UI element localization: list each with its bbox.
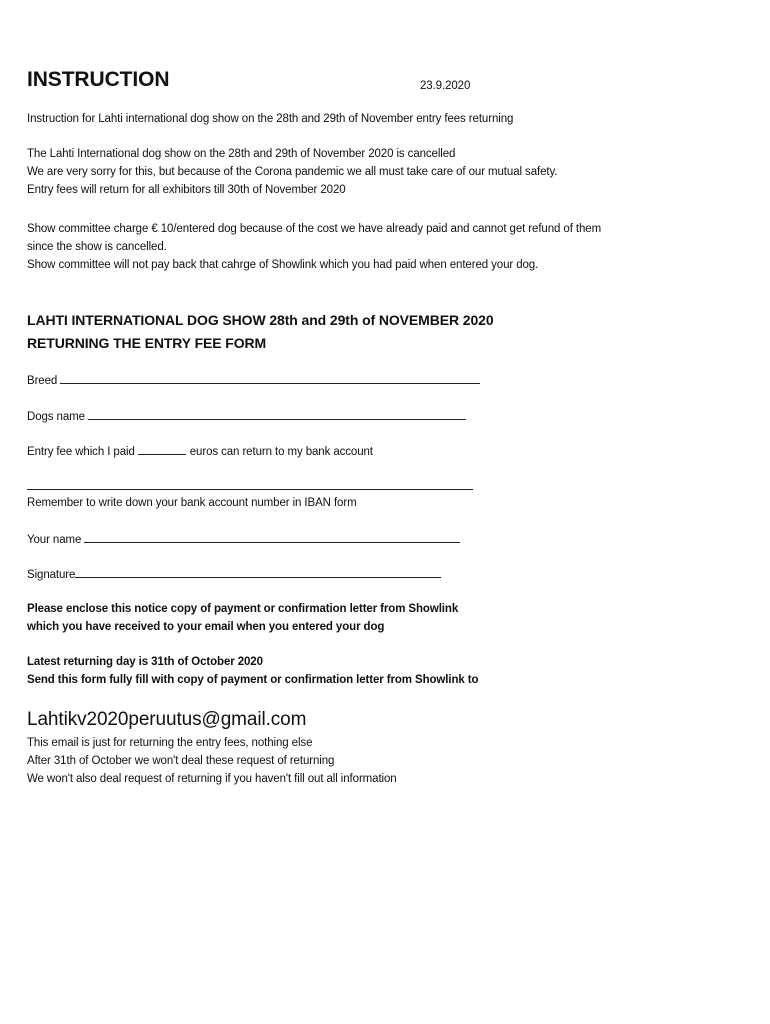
enclose-line: Please enclose this notice copy of payment or confirmation letter from Showlink: [27, 603, 459, 615]
charge-line: Show committee charge € 10/entered dog because of the cost we have already paid and cannot get refund of them: [27, 223, 602, 235]
dogs-name-field[interactable]: [27, 409, 466, 423]
form-subheading: RETURNING THE ENTRY FEE FORM: [27, 335, 267, 351]
contact-email: Lahtikv2020peruutus@gmail.com: [27, 709, 307, 730]
breed-label: Breed: [27, 375, 58, 387]
notice-line: The Lahti International dog show on the 28th and 29th of November 2020 is cancelled: [27, 148, 456, 160]
dogs-name-label: Dogs name: [27, 411, 85, 423]
notice-line: We are very sorry for this, but because of the Corona pandemic we all must take care of our mutual safety.: [27, 166, 558, 178]
signature-label: Signature: [27, 569, 76, 581]
notice-line: Entry fees will return for all exhibitors till 30th of November 2020: [27, 184, 346, 196]
enclose-line: which you have received to your email when you entered your dog: [27, 621, 385, 633]
document-title: INSTRUCTION: [27, 68, 170, 91]
form-heading: LAHTI INTERNATIONAL DOG SHOW 28th and 29th of NOVEMBER 2020: [27, 312, 494, 328]
deadline-line: Send this form fully fill with copy of payment or confirmation letter from Showlink to: [27, 674, 479, 686]
document-date: 23.9.2020: [420, 80, 471, 92]
charge-line: Show committee will not pay back that cahrge of Showlink which you had paid when entered your dog.: [27, 259, 539, 271]
footer-line: We won't also deal request of returning if you haven't fill out all information: [27, 773, 397, 785]
your-name-field[interactable]: [27, 532, 460, 546]
bank-account-field[interactable]: [27, 479, 473, 493]
charge-line: since the show is cancelled.: [27, 241, 167, 253]
entry-fee-suffix: euros can return to my bank account: [189, 446, 373, 458]
deadline-line: Latest returning day is 31th of October 2020: [27, 656, 263, 668]
footer-line: After 31th of October we won't deal these request of returning: [27, 755, 335, 767]
entry-fee-prefix: Entry fee which I paid: [27, 446, 135, 458]
your-name-label: Your name: [27, 534, 82, 546]
signature-field[interactable]: [27, 567, 441, 581]
footer-line: This email is just for returning the entry fees, nothing else: [27, 737, 313, 749]
intro-text: Instruction for Lahti international dog show on the 28th and 29th of November entry fees returning: [27, 113, 514, 125]
breed-field[interactable]: [27, 373, 480, 387]
iban-note: Remember to write down your bank account number in IBAN form: [27, 497, 357, 509]
entry-fee-field[interactable]: [27, 444, 373, 458]
